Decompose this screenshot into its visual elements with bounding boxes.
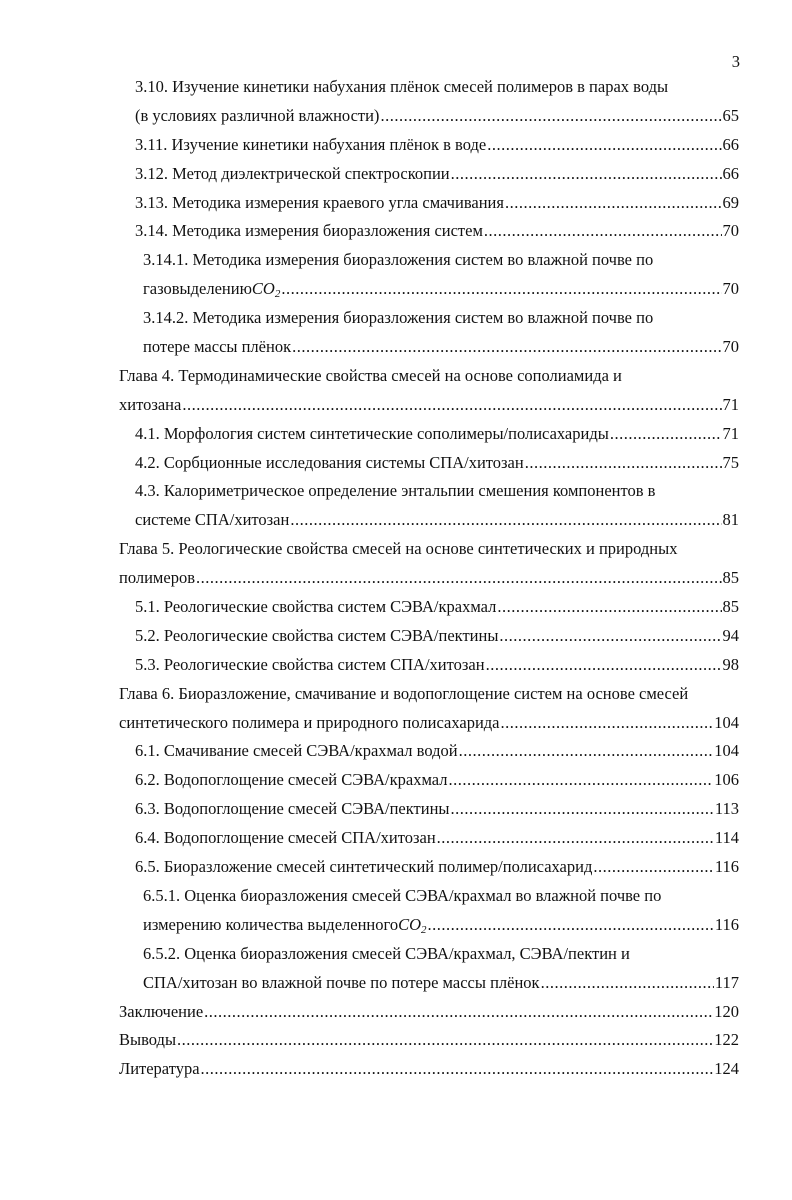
toc-entry-line — [119, 275, 739, 304]
toc-entry-line — [119, 882, 739, 911]
toc-page-number: 75 — [722, 452, 739, 472]
toc-entry-line — [119, 622, 739, 651]
dot-leader — [451, 160, 722, 189]
toc-entry-text: 3.12. Метод диэлектрической спектроскопии — [135, 163, 450, 183]
toc-entry-line — [119, 333, 739, 362]
toc-entry-text: 3.10. Изучение кинетики набухания плёнок смесей полимеров в парах воды — [135, 77, 669, 96]
dot-leader — [290, 506, 721, 535]
toc-entry-line — [119, 795, 739, 824]
chemical-formula: $CO_2$ — [251, 279, 281, 301]
toc-entry-line — [119, 593, 739, 622]
toc-entry-text: 3.14. Методика измерения биоразложения систем — [135, 221, 483, 241]
dot-leader — [505, 189, 722, 218]
toc-entry-text: синтетического полимера и природного полисахарида — [119, 712, 500, 732]
dot-leader — [177, 1026, 713, 1055]
dot-leader — [380, 102, 721, 131]
toc-page-number: 70 — [722, 279, 739, 299]
toc-entry-line — [119, 1026, 739, 1055]
dot-leader — [499, 622, 721, 651]
toc-entry-text: 4.1. Морфология систем синтетические сополимеры/полисахариды — [135, 423, 609, 443]
toc-entry-line — [119, 709, 739, 738]
toc-page-number: 117 — [714, 972, 739, 992]
toc-entry-line — [119, 420, 739, 449]
toc-entry-text: СПА/хитозан во влажной почве по потере массы плёнок — [143, 972, 540, 992]
toc-entry-line — [119, 189, 739, 218]
toc-entry-text: 5.3. Реологические свойства систем СПА/хитозан — [135, 654, 485, 674]
toc-entry-line — [119, 246, 739, 275]
dot-leader — [196, 564, 722, 593]
toc-entry-text: Литература — [119, 1059, 200, 1079]
toc-entry-text: 6.4. Водопоглощение смесей СПА/хитозан — [135, 828, 436, 848]
table-of-contents — [119, 73, 739, 1084]
toc-entry-line — [119, 449, 739, 478]
toc-entry-line — [119, 853, 739, 882]
dot-leader — [501, 709, 714, 738]
dot-leader — [541, 969, 714, 998]
toc-page-number: 120 — [714, 1001, 739, 1021]
dot-leader — [204, 998, 713, 1027]
toc-page-number: 85 — [722, 597, 739, 617]
toc-entry-line — [119, 506, 739, 535]
toc-entry-text: 3.13. Методика измерения краевого угла смачивания — [135, 192, 504, 212]
toc-entry-line — [119, 969, 739, 998]
dot-leader — [487, 131, 721, 160]
toc-page-number: 94 — [722, 625, 739, 645]
toc-page-number: 71 — [722, 394, 739, 414]
dot-leader — [525, 449, 722, 478]
toc-entry-text: 6.3. Водопоглощение смесей СЭВА/пектины — [135, 799, 450, 819]
toc-page-number: 69 — [722, 192, 739, 212]
chemical-formula: $CO_2$ — [398, 914, 427, 936]
toc-entry-line — [119, 73, 739, 102]
toc-entry-text: 6.2. Водопоглощение смесей СЭВА/крахмал — [135, 770, 448, 790]
page-number: 3 — [731, 52, 740, 71]
toc-entry-text: полимеров — [119, 568, 195, 588]
toc-entry-line — [119, 477, 739, 506]
toc-entry-text: 5.1. Реологические свойства систем СЭВА/крахмал — [135, 597, 497, 617]
dot-leader — [486, 651, 722, 680]
toc-entry-text: 3.14.2. Методика измерения биоразложения систем во влажной почве по — [143, 308, 654, 328]
dot-leader — [281, 275, 721, 304]
toc-entry-text: Выводы — [119, 1030, 177, 1050]
dot-leader — [610, 420, 722, 449]
toc-entry-text: 6.5.2. Оценка биоразложения смесей СЭВА/крахмал, СЭВА/пектин и — [143, 943, 630, 963]
dot-leader — [459, 737, 714, 766]
toc-entry-line — [119, 217, 739, 246]
toc-page-number: 65 — [722, 105, 739, 125]
toc-page-number: 66 — [722, 134, 739, 154]
toc-entry-text: 6.1. Смачивание смесей СЭВА/крахмал водой — [135, 741, 458, 761]
toc-page-number: 106 — [714, 770, 739, 790]
toc-page-number: 104 — [714, 741, 739, 761]
toc-entry-line — [119, 564, 739, 593]
toc-entry-text: 4.2. Сорбционные исследования системы СПА/хитозан — [135, 452, 524, 472]
dot-leader — [292, 333, 721, 362]
toc-entry-text: газовыделению — [143, 279, 252, 299]
toc-entry-text: 3.14.1. Методика измерения биоразложения систем во влажной почве по — [143, 250, 654, 270]
toc-entry-line — [119, 680, 739, 709]
toc-entry-line — [119, 102, 739, 131]
dot-leader — [451, 795, 714, 824]
toc-entry-text: измерению количества выделенного — [143, 914, 399, 934]
toc-entry-text: системе СПА/хитозан — [135, 510, 290, 530]
toc-entry-line — [119, 362, 739, 391]
toc-entry-line — [119, 766, 739, 795]
toc-entry-text: 6.5. Биоразложение смесей синтетический полимер/полисахарид — [135, 857, 593, 877]
toc-entry-text: 5.2. Реологические свойства систем СЭВА/пектины — [135, 625, 499, 645]
toc-page-number: 85 — [722, 568, 739, 588]
toc-entry-line — [119, 131, 739, 160]
toc-page-number: 104 — [714, 712, 739, 732]
toc-entry-text: Глава 5. Реологические свойства смесей на основе синтетических и природных — [119, 539, 678, 559]
toc-entry-text: Заключение — [119, 1001, 204, 1021]
toc-entry-line — [119, 911, 739, 940]
toc-entry-text: 3.11. Изучение кинетики набухания плёнок в воде — [135, 134, 487, 154]
toc-entry-line — [119, 304, 739, 333]
dot-leader — [497, 593, 721, 622]
dot-leader — [437, 824, 714, 853]
toc-entry-line — [119, 1055, 739, 1084]
toc-page-number: 124 — [714, 1059, 739, 1079]
toc-page-number: 122 — [714, 1030, 739, 1050]
toc-entry-line — [119, 391, 739, 420]
toc-page-number: 116 — [714, 914, 739, 934]
toc-entry-line — [119, 998, 739, 1027]
toc-entry-text: Глава 4. Термодинамические свойства смесей на основе сополиамида и — [119, 365, 622, 385]
toc-entry-text: потере массы плёнок — [143, 337, 292, 357]
toc-page-number: 114 — [714, 828, 739, 848]
dot-leader — [428, 911, 714, 940]
toc-page-number: 98 — [722, 654, 739, 674]
toc-entry-line — [119, 160, 739, 189]
dot-leader — [593, 853, 714, 882]
toc-entry-line — [119, 940, 739, 969]
toc-entry-line — [119, 737, 739, 766]
toc-entry-line — [119, 824, 739, 853]
toc-page-number: 66 — [722, 163, 739, 183]
toc-entry-text: Глава 6. Биоразложение, смачивание и водопоглощение систем на основе смесей — [119, 683, 689, 703]
toc-page-number: 70 — [722, 221, 739, 241]
toc-page-number: 70 — [722, 337, 739, 357]
toc-page-number: 71 — [722, 423, 739, 443]
toc-entry-line — [119, 651, 739, 680]
toc-entry-text: 6.5.1. Оценка биоразложения смесей СЭВА/крахмал во влажной почве по — [143, 885, 662, 905]
toc-entry-text: (в условиях различной влажности) — [135, 105, 380, 125]
toc-entry-text: хитозана — [119, 394, 182, 414]
toc-page-number: 81 — [722, 510, 739, 530]
dot-leader — [484, 217, 722, 246]
toc-entry-text: 4.3. Калориметрическое определение энтальпии смешения компонентов в — [135, 481, 656, 501]
dot-leader — [182, 391, 721, 420]
toc-page-number: 116 — [714, 857, 739, 877]
dot-leader — [201, 1055, 714, 1084]
toc-page-number: 113 — [714, 799, 739, 819]
toc-entry-line — [119, 535, 739, 564]
dot-leader — [448, 766, 713, 795]
